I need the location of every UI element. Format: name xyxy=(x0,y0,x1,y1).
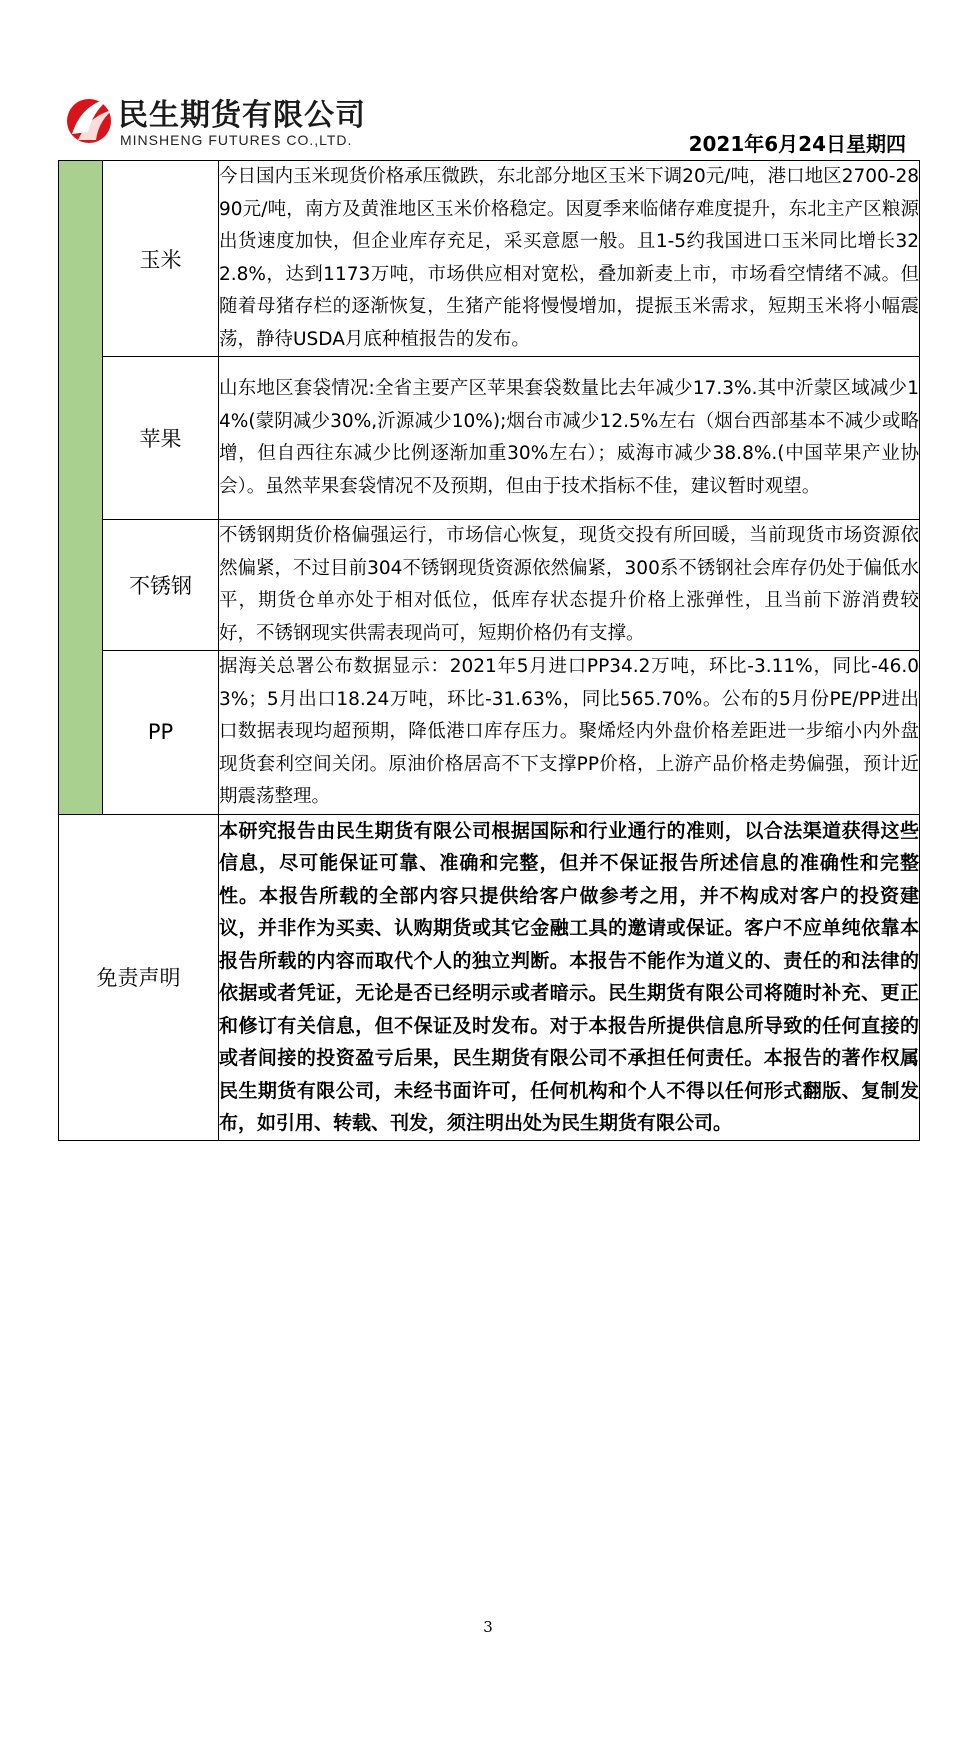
table-row xyxy=(59,520,920,651)
commodity-commentary: 不锈钢期货价格偏强运行，市场信心恢复，现货交投有所回暖，当前现货市场资源依然偏紧，不过目前304不锈钢现货资源依然偏紧，300系不锈钢社会库存仍处于偏低水平，期货仓单亦处于相对低位，低库存状态提升价格上涨弹性，且当前下游消费较好，不锈钢现实供需表现尚可，短期价格仍有支撑。 xyxy=(219,520,920,651)
commodity-name: 玉米 xyxy=(103,161,219,357)
page-number: 3 xyxy=(483,1618,493,1636)
commodity-name: 不锈钢 xyxy=(103,520,219,651)
table-row xyxy=(59,651,920,815)
commodity-commentary: 据海关总署公布数据显示：2021年5月进口PP34.2万吨，环比-3.11%，同比-46.03%；5月出口18.24万吨，环比-31.63%，同比565.70%。公布的5月份PE/PP进出口数据表现均超预期，降低港口库存压力。聚烯烃内外盘价格差距进一步缩小内外盘现货套利空间关闭。原油价格居高不下支撑PP价格，上游产品价格走势偏强，预计近期震荡整理。 xyxy=(219,651,920,815)
commodity-name: PP xyxy=(103,651,219,815)
commodity-commentary: 今日国内玉米现货价格承压微跌，东北部分地区玉米下调20元/吨，港口地区2700-2890元/吨，南方及黄淮地区玉米价格稳定。因夏季来临储存难度提升，东北主产区粮源出货速度加快，但企业库存充足，采买意愿一般。且1-5约我国进口玉米同比增长322.8%，达到1173万吨，市场供应相对宽松，叠加新麦上市，市场看空情绪不减。但随着母猪存栏的逐渐恢复，生猪产能将慢慢增加，提振玉米需求，短期玉米将小幅震荡，静待USDA月底种植报告的发布。 xyxy=(219,161,920,357)
company-name-cn: 民生期货有限公司 xyxy=(118,98,366,133)
disclaimer-row xyxy=(59,814,920,1140)
table-row xyxy=(59,357,920,520)
page-header xyxy=(0,0,976,160)
commodity-name: 苹果 xyxy=(103,357,219,520)
category-marker xyxy=(59,161,103,815)
commodity-table xyxy=(58,160,920,1141)
commodity-commentary: 山东地区套袋情况:全省主要产区苹果套袋数量比去年减少17.3%.其中沂蒙区域减少14%(蒙阴减少30%,沂源减少10%);烟台市减少12.5%左右（烟台西部基本不减少或略增，但自西往东减少比例逐渐加重30%左右）；威海市减少38.8%.(中国苹果产业协会）。虽然苹果套袋情况不及预期，但由于技术指标不佳，建议暂时观望。 xyxy=(219,357,920,520)
company-name-en: MINSHENG FUTURES CO.,LTD. xyxy=(120,132,353,148)
minsheng-logo-icon xyxy=(66,90,112,148)
report-date: 2021年6月24日星期四 xyxy=(688,132,906,156)
disclaimer-label: 免责声明 xyxy=(59,814,219,1140)
table-row xyxy=(59,161,920,357)
company-logo xyxy=(66,88,366,152)
disclaimer-text: 本研究报告由民生期货有限公司根据国际和行业通行的准则，以合法渠道获得这些信息，尽可能保证可靠、准确和完整，但并不保证报告所述信息的准确性和完整性。本报告所载的全部内容只提供给客户做参考之用，并不构成对客户的投资建议，并非作为买卖、认购期货或其它金融工具的邀请或保证。客户不应单纯依靠本报告所载的内容而取代个人的独立判断。本报告不能作为道义的、责任的和法律的依据或者凭证，无论是否已经明示或者暗示。民生期货有限公司将随时补充、更正和修订有关信息，但不保证及时发布。对于本报告所提供信息所导致的任何直接的或者间接的投资盈亏后果，民生期货有限公司不承担任何责任。本报告的著作权属民生期货有限公司，未经书面许可，任何机构和个人不得以任何形式翻版、复制发布，如引用、转载、刊发，须注明出处为民生期货有限公司。 xyxy=(219,814,920,1140)
